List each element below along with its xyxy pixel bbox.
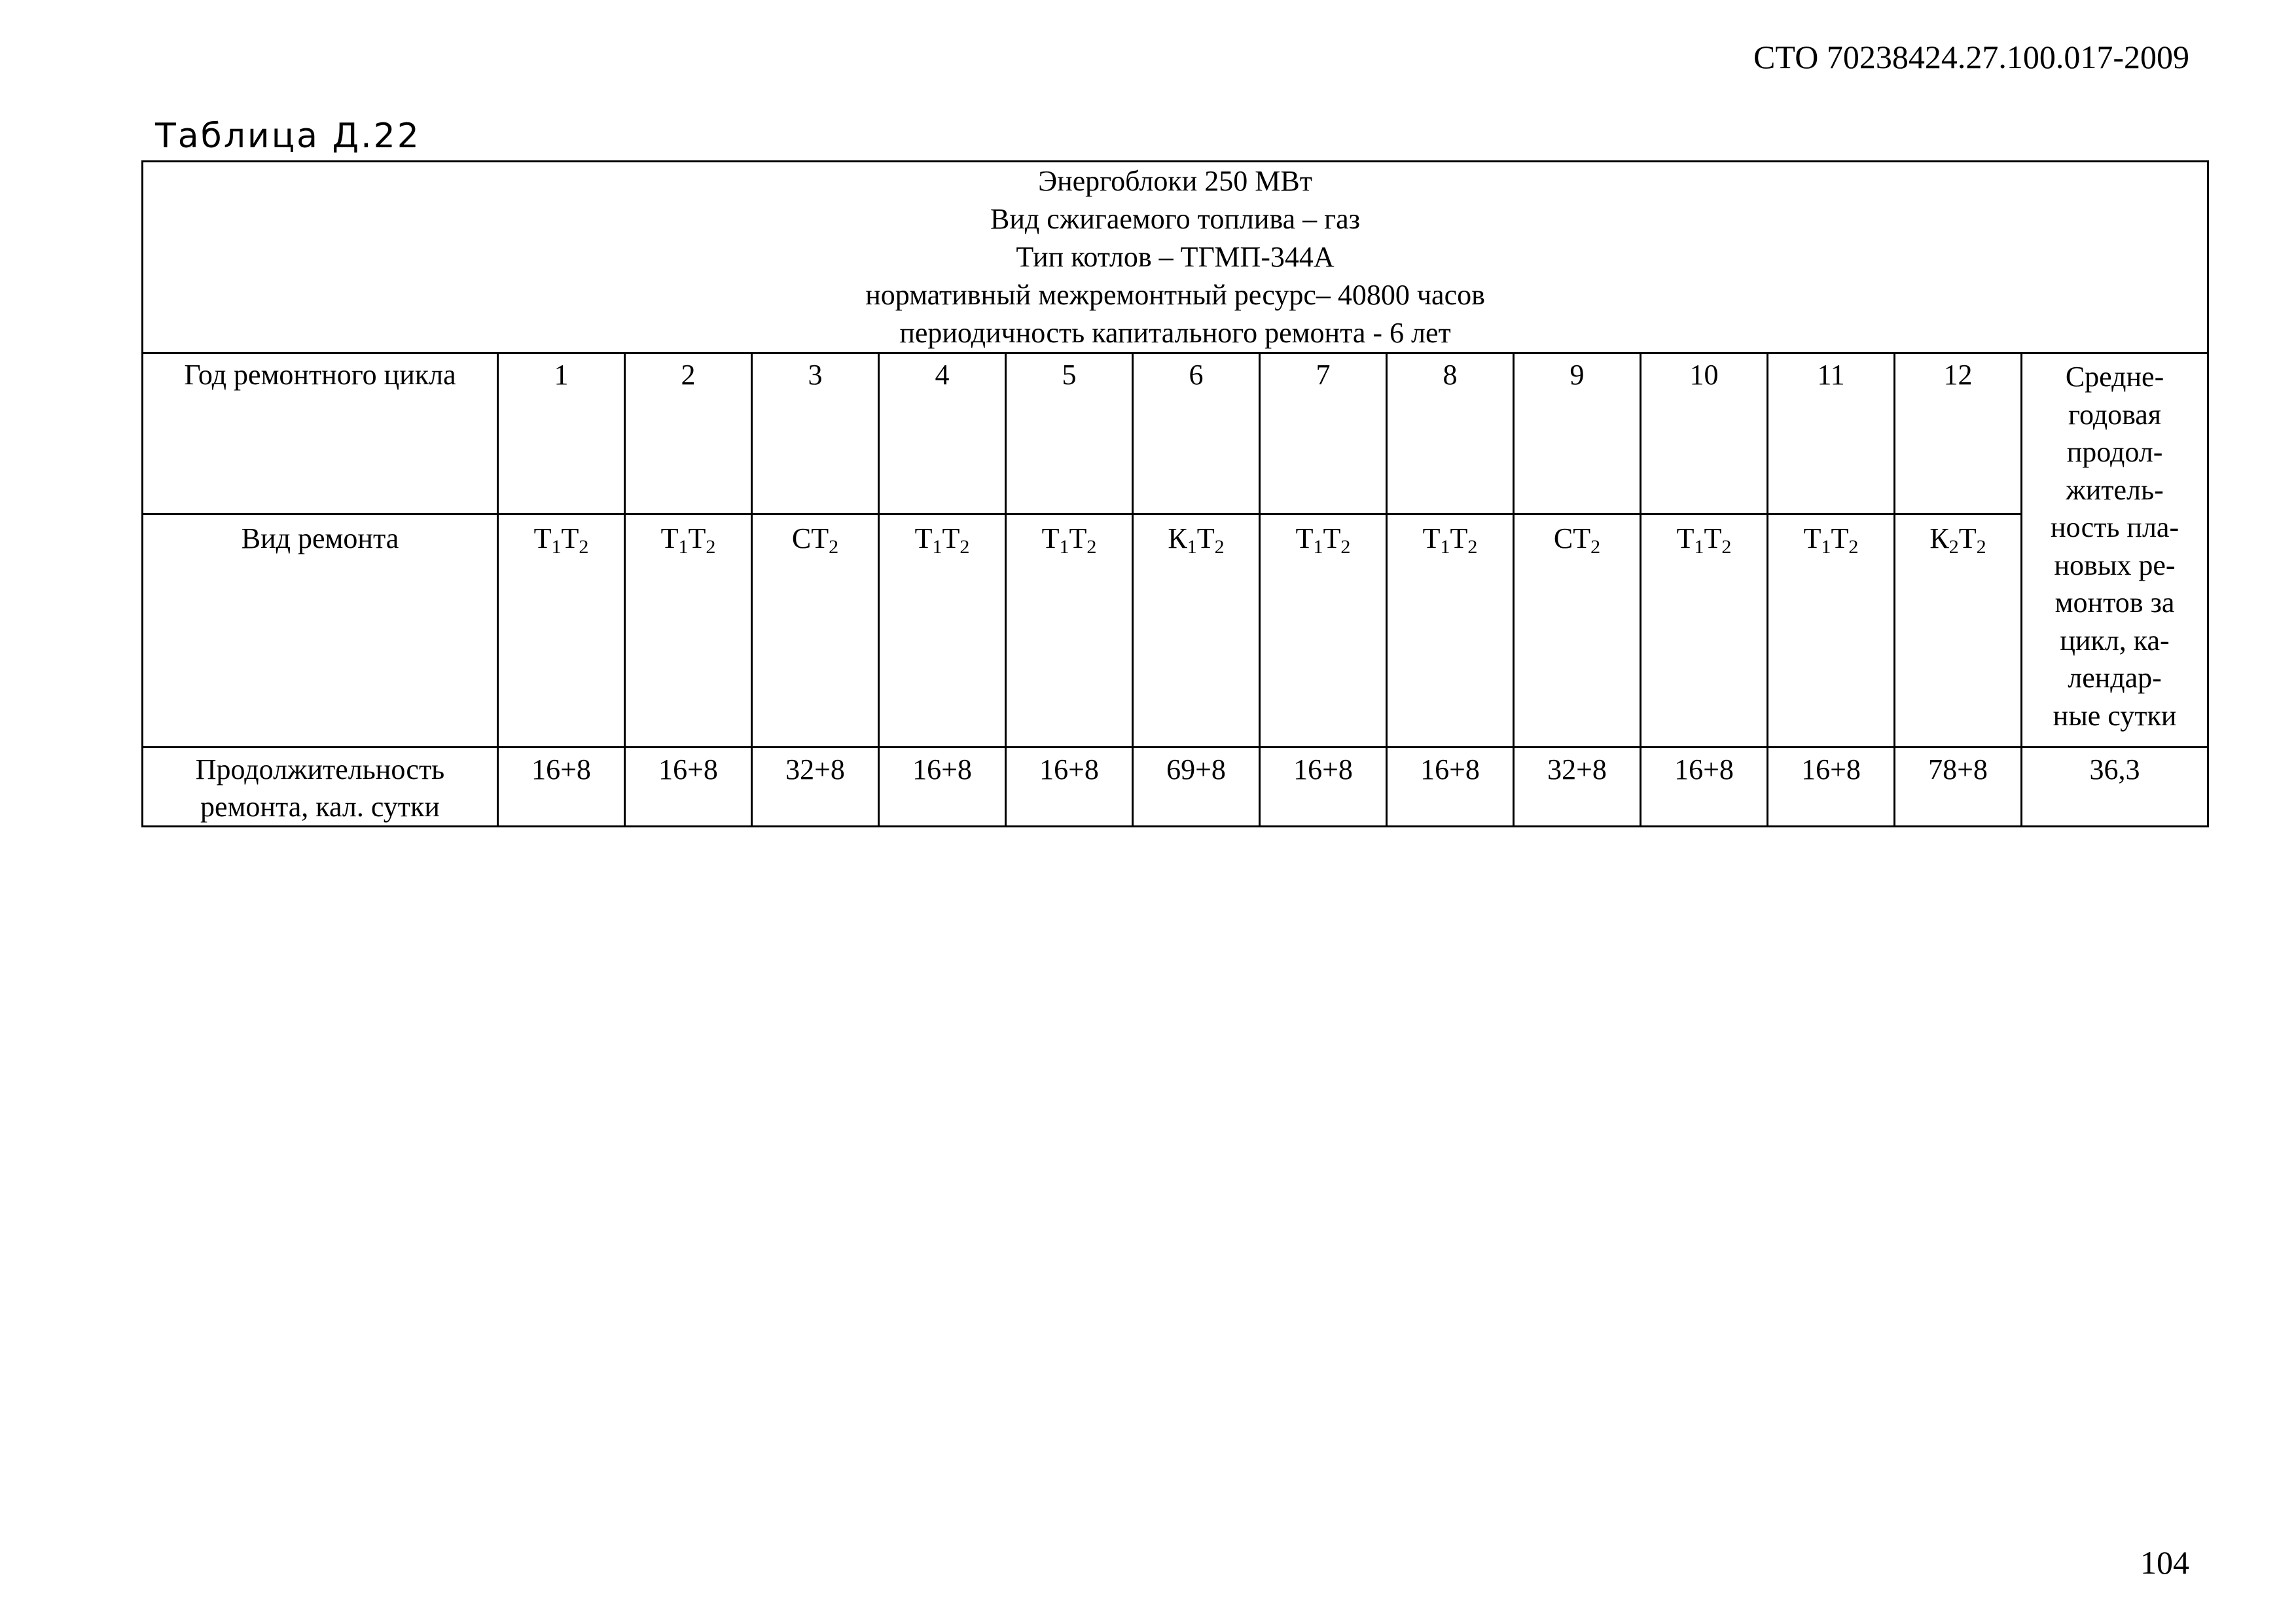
repair-type-subscript: 1 <box>1694 536 1704 558</box>
repair-type-cell-8 <box>1387 514 1514 748</box>
document-code: СТО 70238424.27.100.017-2009 <box>1753 39 2189 75</box>
duration-cell-4: 16+8 <box>879 748 1006 827</box>
repair-type-letter: К <box>1168 522 1187 554</box>
summary-header-line: новых ре- <box>2054 549 2176 581</box>
repair-type-subscript: 1 <box>1187 536 1197 558</box>
year-cell-9: 9 <box>1514 353 1641 514</box>
table-header-cell <box>143 162 2208 353</box>
year-cell-7: 7 <box>1260 353 1387 514</box>
repair-type-subscript: 2 <box>1948 536 1959 558</box>
header-line-service-life: нормативный межремонтный ресурс– 40800 часов <box>865 279 1485 311</box>
repair-type-letter: Т <box>1573 522 1591 554</box>
repair-type-letter: Т <box>1676 522 1695 554</box>
repair-type-letter: Т <box>1450 522 1468 554</box>
repair-type-letter: Т <box>1041 522 1060 554</box>
repair-type-subscript: 2 <box>1467 536 1478 558</box>
year-cell-2: 2 <box>625 353 752 514</box>
row-repair-cycle-year <box>143 353 2208 514</box>
page-number: 104 <box>2140 1544 2189 1581</box>
table-caption: Таблица Д.22 <box>155 117 421 156</box>
repair-type-subscript: 2 <box>1848 536 1859 558</box>
row-label-duration-line2: ремонта, кал. сутки <box>200 791 440 823</box>
table-header-row <box>143 162 2208 353</box>
row-label-duration-line1: Продолжительность <box>195 753 445 785</box>
duration-cell-11: 16+8 <box>1768 748 1895 827</box>
repair-type-letter: Т <box>1323 522 1341 554</box>
repair-type-cell-6 <box>1133 514 1260 748</box>
repair-type-cell-12 <box>1895 514 2022 748</box>
repair-type-cell-9 <box>1514 514 1641 748</box>
repair-type-cell-10 <box>1641 514 1768 748</box>
year-cell-11: 11 <box>1768 353 1895 514</box>
repair-type-letter: С <box>791 522 812 554</box>
row-repair-duration <box>143 748 2208 827</box>
repair-type-letter: Т <box>1704 522 1722 554</box>
summary-header-line: ность пла- <box>2050 511 2179 543</box>
repair-type-letter: Т <box>942 522 960 554</box>
duration-cell-9: 32+8 <box>1514 748 1641 827</box>
summary-value: 36,3 <box>2022 748 2208 827</box>
repair-type-letter: С <box>1553 522 1573 554</box>
repair-type-letter: Т <box>1295 522 1314 554</box>
summary-header-line: продол- <box>2066 436 2163 468</box>
row-repair-type <box>143 514 2208 748</box>
duration-cell-6: 69+8 <box>1133 748 1260 827</box>
summary-header-line: житель- <box>2066 473 2164 506</box>
repair-type-letter: Т <box>1422 522 1441 554</box>
header-line-fuel-type: Вид сжигаемого топлива – газ <box>990 203 1361 235</box>
summary-header-line: Средне- <box>2065 361 2164 393</box>
repair-type-letter: Т <box>561 522 579 554</box>
repair-type-subscript: 2 <box>1721 536 1732 558</box>
repair-type-cell-3 <box>752 514 879 748</box>
summary-header-cell <box>2022 353 2208 748</box>
year-cell-6: 6 <box>1133 353 1260 514</box>
duration-cell-8: 16+8 <box>1387 748 1514 827</box>
repair-type-subscript: 2 <box>706 536 716 558</box>
repair-type-letter: Т <box>1958 522 1977 554</box>
year-cell-10: 10 <box>1641 353 1768 514</box>
repair-type-subscript: 1 <box>678 536 689 558</box>
repair-type-subscript: 1 <box>1059 536 1069 558</box>
summary-header-line: годовая <box>2068 398 2162 431</box>
repair-type-letter: Т <box>1831 522 1849 554</box>
repair-type-letter: Т <box>914 522 933 554</box>
repair-type-cell-5 <box>1006 514 1133 748</box>
repair-type-letter: Т <box>811 522 829 554</box>
header-line-boiler-type: Тип котлов – ТГМП-344А <box>1016 241 1335 273</box>
repair-type-cell-7 <box>1260 514 1387 748</box>
year-cell-8: 8 <box>1387 353 1514 514</box>
repair-type-letter: Т <box>660 522 679 554</box>
repair-type-letter: Т <box>1196 522 1215 554</box>
repair-type-letter: Т <box>688 522 706 554</box>
repair-type-subscript: 1 <box>932 536 942 558</box>
row-label-duration <box>143 748 498 827</box>
summary-header-line: ные сутки <box>2053 699 2177 732</box>
repair-type-subscript: 2 <box>579 536 589 558</box>
summary-header-line: лендар- <box>2068 662 2162 694</box>
header-line-overhaul-period: периодичность капитального ремонта - 6 лет <box>899 317 1451 349</box>
repair-type-subscript: 1 <box>1440 536 1450 558</box>
repair-type-letter: Т <box>1069 522 1087 554</box>
repair-type-subscript: 2 <box>1590 536 1601 558</box>
year-cell-4: 4 <box>879 353 1006 514</box>
row-label-repair-type: Вид ремонта <box>143 514 498 748</box>
repair-type-subscript: 2 <box>829 536 839 558</box>
repair-type-subscript: 1 <box>1821 536 1831 558</box>
repair-type-cell-11 <box>1768 514 1895 748</box>
year-cell-1: 1 <box>498 353 625 514</box>
summary-header-line: монтов за <box>2054 586 2175 619</box>
duration-cell-7: 16+8 <box>1260 748 1387 827</box>
duration-cell-12: 78+8 <box>1895 748 2022 827</box>
summary-header-line: цикл, ка- <box>2060 624 2170 657</box>
year-cell-5: 5 <box>1006 353 1133 514</box>
repair-type-cell-1 <box>498 514 625 748</box>
repair-type-subscript: 2 <box>960 536 970 558</box>
repair-type-subscript: 1 <box>1313 536 1323 558</box>
duration-cell-3: 32+8 <box>752 748 879 827</box>
repair-type-subscript: 1 <box>551 536 562 558</box>
duration-cell-2: 16+8 <box>625 748 752 827</box>
repair-type-cell-4 <box>879 514 1006 748</box>
duration-cell-1: 16+8 <box>498 748 625 827</box>
repair-type-subscript: 2 <box>1086 536 1097 558</box>
year-cell-12: 12 <box>1895 353 2022 514</box>
duration-cell-10: 16+8 <box>1641 748 1768 827</box>
repair-type-letter: Т <box>533 522 552 554</box>
repair-type-letter: Т <box>1803 522 1821 554</box>
repair-type-subscript: 2 <box>1214 536 1225 558</box>
header-line-power-units: Энергоблоки 250 МВт <box>1038 165 1313 197</box>
repair-type-cell-2 <box>625 514 752 748</box>
row-label-year: Год ремонтного цикла <box>143 353 498 514</box>
year-cell-3: 3 <box>752 353 879 514</box>
repair-type-subscript: 2 <box>1340 536 1351 558</box>
repair-schedule-table <box>141 160 2209 827</box>
repair-type-subscript: 2 <box>1976 536 1986 558</box>
duration-cell-5: 16+8 <box>1006 748 1133 827</box>
repair-type-letter: К <box>1929 522 1949 554</box>
